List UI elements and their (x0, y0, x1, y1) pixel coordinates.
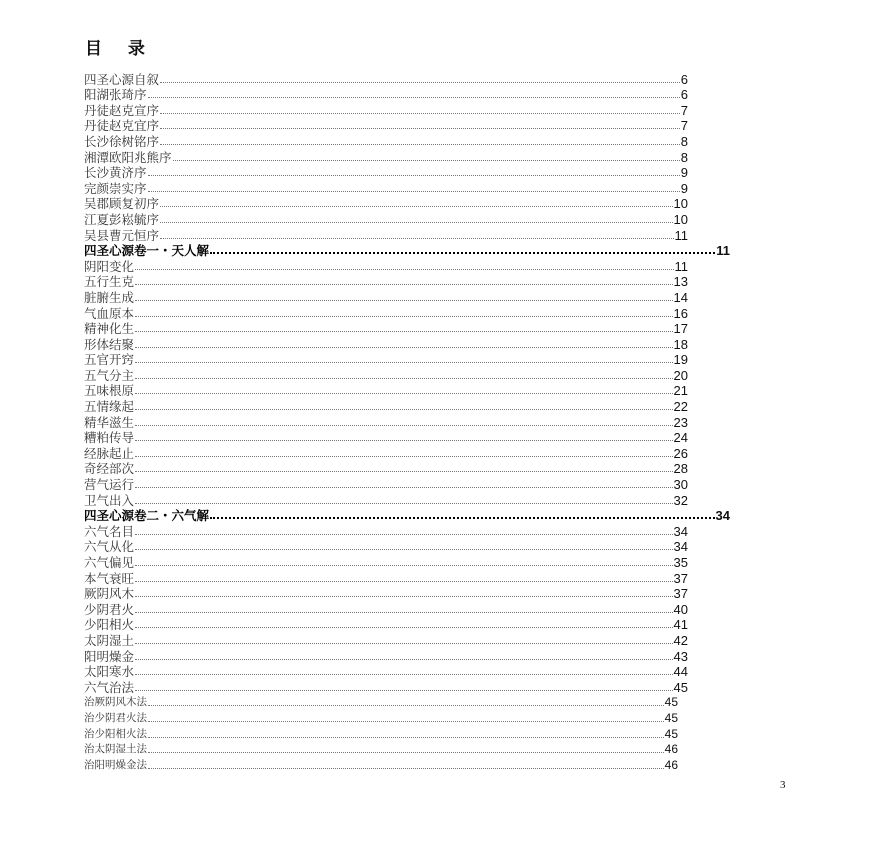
toc-entry[interactable] (84, 211, 688, 227)
toc-entry-page: 23 (673, 414, 688, 430)
toc-entry-title: 治阳明燥金法 (84, 758, 147, 771)
toc-entry-title: 本气衰旺 (84, 570, 135, 586)
dot-leader (160, 222, 673, 223)
toc-entry[interactable] (84, 586, 688, 602)
toc-entry-title: 脏腑生成 (84, 289, 135, 305)
toc-entry-title: 四圣心源自叙 (84, 71, 160, 87)
dot-leader (135, 316, 673, 317)
toc-entry-title: 阴阳变化 (84, 258, 135, 274)
dot-leader (210, 517, 715, 519)
toc-entry[interactable] (84, 664, 688, 680)
toc-entry[interactable] (84, 321, 688, 337)
toc-entry-page: 22 (673, 399, 688, 415)
toc-entry[interactable] (84, 554, 688, 570)
toc-entry-page: 44 (673, 664, 688, 680)
toc-entry-page: 8 (680, 149, 688, 165)
dot-leader (135, 347, 673, 348)
dot-leader (135, 581, 673, 582)
toc-entry-title: 四圣心源卷二・六气解 (84, 508, 210, 524)
toc-entry-title: 完颜崇实序 (84, 180, 147, 196)
toc-entry-title: 厥阴风木 (84, 586, 135, 602)
dot-leader (148, 175, 680, 176)
toc-entry-title: 太阳寒水 (84, 664, 135, 680)
toc-entry-title: 治少阴君火法 (84, 711, 147, 724)
toc-entry[interactable] (84, 118, 688, 134)
toc-entry-page: 37 (673, 570, 688, 586)
toc-entry[interactable] (84, 632, 688, 648)
dot-leader (160, 82, 680, 83)
toc-entry-title: 长沙徐树铭序 (84, 133, 160, 149)
dot-leader (135, 425, 673, 426)
toc-entry-title: 五气分主 (84, 367, 135, 383)
toc-entry[interactable] (84, 710, 678, 726)
toc-entry[interactable] (84, 523, 688, 539)
toc-entry-page: 9 (680, 165, 688, 181)
dot-leader (135, 331, 673, 332)
toc-entry-page: 11 (716, 243, 730, 259)
toc-entry[interactable] (84, 274, 688, 290)
toc-entry[interactable] (84, 726, 678, 742)
dot-leader (135, 284, 673, 285)
toc-entry-page: 34 (715, 508, 730, 524)
toc-entry[interactable] (84, 180, 688, 196)
dot-leader (135, 690, 673, 691)
dot-leader (135, 269, 673, 270)
toc-entry-title: 六气治法 (84, 679, 135, 695)
toc-entry-title: 太阴湿土 (84, 632, 135, 648)
toc-entry-page: 34 (673, 523, 688, 539)
dot-leader (160, 206, 673, 207)
toc-entry-page: 9 (680, 180, 688, 196)
toc-entry-title: 江夏彭崧毓序 (84, 211, 160, 227)
toc-entry-page: 21 (673, 383, 688, 399)
toc-entry-page: 42 (673, 632, 688, 648)
toc-entry[interactable] (84, 227, 688, 243)
toc-entry[interactable] (84, 258, 688, 274)
toc-entry[interactable] (84, 289, 688, 305)
toc-entry-page: 6 (680, 87, 688, 103)
dot-leader (148, 191, 680, 192)
toc-entry-title: 阳湖张琦序 (84, 87, 147, 103)
toc-entry-page: 46 (664, 742, 678, 757)
dot-leader (135, 300, 673, 301)
toc-entry-title: 奇经部次 (84, 461, 135, 477)
toc-entry-title: 少阴君火 (84, 601, 135, 617)
toc-entry-page: 7 (680, 102, 688, 118)
dot-leader (135, 362, 673, 363)
toc-entry[interactable] (84, 461, 688, 477)
dot-leader (135, 409, 673, 410)
toc-entry-page: 46 (664, 757, 678, 772)
toc-entry[interactable] (84, 414, 688, 430)
dot-leader (135, 440, 673, 441)
toc-entry[interactable] (84, 165, 688, 181)
toc-entry-title: 湘潭欧阳兆熊序 (84, 149, 172, 165)
toc-entry-title: 六气名目 (84, 523, 135, 539)
toc-entry-page: 13 (673, 274, 688, 290)
toc-entry-title: 精神化生 (84, 321, 135, 337)
toc-entry-title: 营气运行 (84, 477, 135, 493)
toc-entry[interactable] (84, 648, 688, 664)
toc-entry-title: 长沙黄济序 (84, 165, 147, 181)
toc-entry-page: 28 (673, 461, 688, 477)
toc-entry[interactable] (84, 430, 688, 446)
toc-entry[interactable] (84, 695, 678, 711)
toc-entry[interactable] (84, 757, 678, 773)
dot-leader (148, 752, 664, 753)
dot-leader (135, 378, 673, 379)
toc-entry-title: 卫气出入 (84, 492, 135, 508)
toc-entry-title: 糟粕传导 (84, 430, 135, 446)
toc-entry-title: 形体结聚 (84, 336, 135, 352)
toc-entry-page: 8 (680, 133, 688, 149)
toc-entry-title: 吴郡顾复初序 (84, 196, 160, 212)
dot-leader (160, 113, 680, 114)
dot-leader (135, 471, 673, 472)
toc-entry-title: 丹徒赵克宣序 (84, 102, 160, 118)
dot-leader (173, 160, 680, 161)
toc-entry-title: 五味根原 (84, 383, 135, 399)
dot-leader (135, 612, 673, 613)
toc-entry-page: 19 (673, 352, 688, 368)
toc-entry-title: 气血原本 (84, 305, 135, 321)
dot-leader (135, 456, 673, 457)
toc-entry-page: 34 (673, 539, 688, 555)
page-number: 3 (780, 779, 786, 791)
toc-entry-page: 17 (673, 321, 688, 337)
toc-entry-title: 少阳相火 (84, 617, 135, 633)
toc-entry[interactable] (84, 742, 678, 758)
toc-entry[interactable] (84, 492, 688, 508)
toc-entry-page: 43 (673, 648, 688, 664)
dot-leader (135, 659, 673, 660)
toc-entry[interactable] (84, 336, 688, 352)
toc-entry[interactable] (84, 102, 688, 118)
toc-entry[interactable] (84, 476, 688, 492)
toc-entry[interactable] (84, 196, 688, 212)
toc-entry-title: 六气从化 (84, 539, 135, 555)
toc-entry[interactable] (84, 149, 688, 165)
toc-entry[interactable] (84, 71, 688, 87)
dot-leader (148, 737, 664, 738)
toc-entry-title: 五官开窍 (84, 352, 135, 368)
toc-entry-title: 治太阴湿土法 (84, 743, 147, 756)
toc-entry-title: 治厥阴风木法 (84, 696, 147, 709)
table-of-contents (84, 71, 730, 773)
toc-entry-title: 四圣心源卷一・天人解 (84, 243, 210, 259)
toc-entry[interactable] (84, 87, 688, 103)
toc-entry-page: 20 (673, 367, 688, 383)
toc-entry-page: 45 (664, 695, 678, 710)
toc-entry-title: 五行生克 (84, 274, 135, 290)
dot-leader (135, 393, 673, 394)
toc-entry[interactable] (84, 398, 688, 414)
toc-entry-page: 10 (673, 211, 688, 227)
dot-leader (210, 252, 715, 254)
toc-entry-page: 45 (673, 679, 688, 695)
toc-entry-title: 丹徒赵克宜序 (84, 118, 160, 134)
dot-leader (148, 768, 664, 769)
toc-entry-page: 7 (680, 118, 688, 134)
toc-entry-title: 阳明燥金 (84, 648, 135, 664)
toc-entry-page: 41 (673, 617, 688, 633)
toc-entry-page: 10 (673, 196, 688, 212)
toc-entry-page: 45 (664, 726, 678, 741)
toc-entry-page: 18 (673, 336, 688, 352)
dot-leader (135, 627, 673, 628)
toc-entry-page: 14 (673, 289, 688, 305)
toc-entry-page: 45 (664, 710, 678, 725)
dot-leader (135, 596, 673, 597)
toc-entry-page: 35 (673, 555, 688, 570)
toc-entry-page: 24 (673, 430, 688, 446)
dot-leader (135, 674, 673, 675)
toc-entry[interactable] (84, 617, 688, 633)
dot-leader (148, 721, 664, 722)
page-title: 目 录 (85, 39, 155, 59)
dot-leader (160, 238, 673, 239)
dot-leader (135, 549, 673, 550)
toc-entry-title: 六气偏见 (84, 555, 135, 570)
toc-entry[interactable] (84, 570, 688, 586)
toc-entry-page: 26 (673, 445, 688, 461)
toc-entry-title: 吴县曹元恒序 (84, 227, 160, 243)
toc-entry-page: 32 (673, 492, 688, 508)
toc-entry[interactable] (84, 367, 688, 383)
toc-entry[interactable] (84, 133, 688, 149)
toc-entry-title: 治少阳相火法 (84, 727, 147, 740)
toc-entry-page: 30 (673, 477, 688, 493)
toc-entry-page: 11 (674, 227, 688, 243)
dot-leader (160, 128, 680, 129)
dot-leader (135, 503, 673, 504)
toc-entry-title: 五情缘起 (84, 399, 135, 415)
toc-entry-page: 16 (673, 305, 688, 321)
toc-entry-title: 精华滋生 (84, 414, 135, 430)
toc-entry-page: 6 (680, 71, 688, 87)
toc-entry[interactable] (84, 445, 688, 461)
toc-entry-page: 11 (674, 258, 688, 274)
toc-entry-page: 40 (673, 601, 688, 617)
dot-leader (148, 97, 680, 98)
toc-entry[interactable] (84, 383, 688, 399)
toc-chapter-entry[interactable] (84, 243, 730, 259)
toc-entry-page: 37 (673, 586, 688, 602)
toc-chapter-entry[interactable] (84, 508, 730, 524)
dot-leader (135, 565, 673, 566)
toc-entry[interactable] (84, 539, 688, 555)
toc-entry[interactable] (84, 601, 688, 617)
dot-leader (135, 534, 673, 535)
dot-leader (148, 705, 664, 706)
toc-entry[interactable] (84, 352, 688, 368)
dot-leader (135, 487, 673, 488)
dot-leader (135, 643, 673, 644)
toc-entry[interactable] (84, 679, 688, 695)
toc-entry-title: 经脉起止 (84, 445, 135, 461)
dot-leader (160, 144, 680, 145)
toc-entry[interactable] (84, 305, 688, 321)
